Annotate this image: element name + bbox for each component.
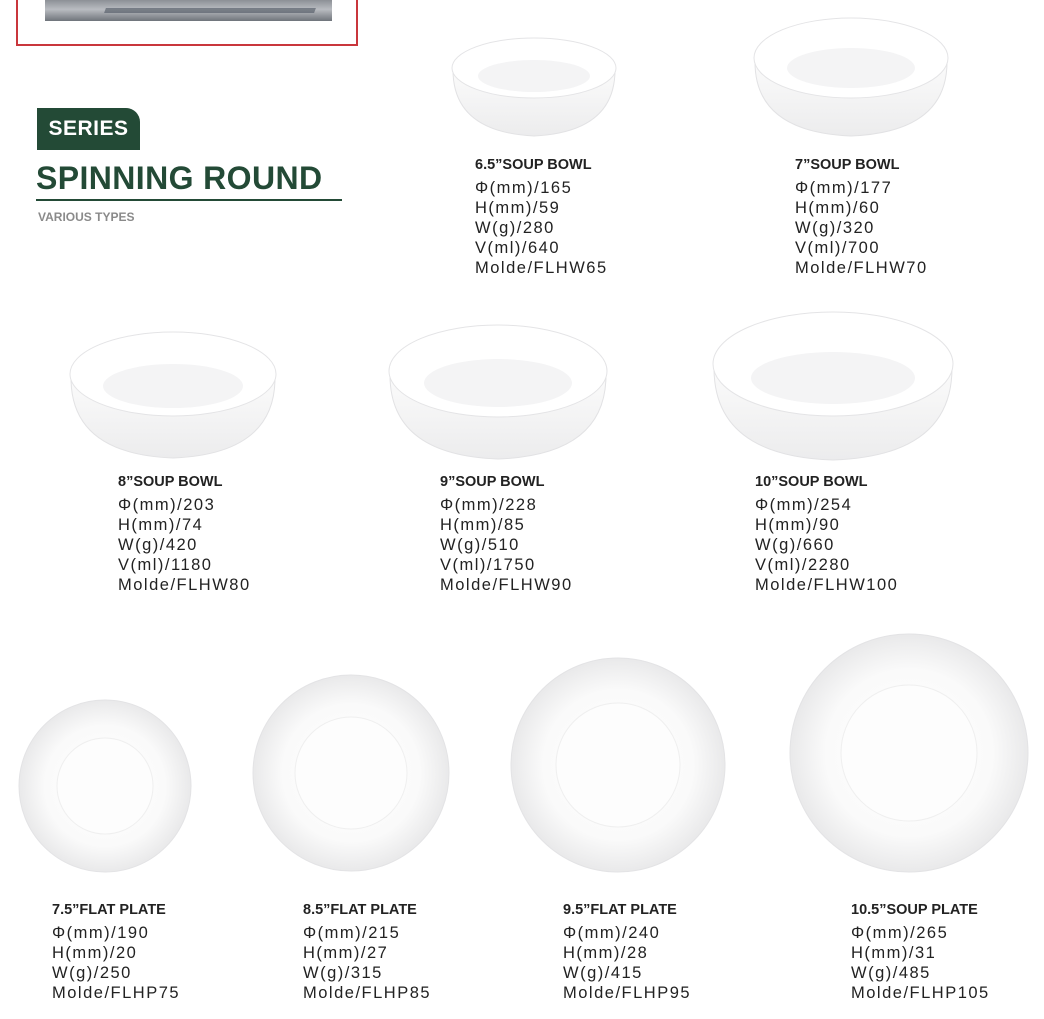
product-height: H(mm)/74: [118, 516, 204, 534]
product-spec: [52, 900, 180, 1003]
series-badge: SERIES: [37, 108, 140, 150]
series-subtitle: VARIOUS TYPES: [38, 210, 135, 224]
product-mold: Molde/FLHP75: [52, 984, 181, 1002]
product-spec: [755, 472, 898, 595]
product-mold: Molde/FLHP85: [303, 984, 432, 1002]
product-volume: V(ml)/640: [475, 239, 561, 257]
product-spec: [563, 900, 691, 1003]
product-mold: Molde/FLHW65: [475, 259, 608, 277]
product-spec: [303, 900, 431, 1003]
product-diameter: Φ(mm)/203: [118, 496, 216, 514]
product-name: 9.5”FLAT PLATE: [563, 902, 677, 918]
product-weight: W(g)/660: [755, 536, 835, 554]
product-volume: V(ml)/1750: [440, 556, 536, 574]
product-weight: W(g)/315: [303, 964, 383, 982]
product-weight: W(g)/320: [795, 219, 875, 237]
product-name: 10”SOUP BOWL: [755, 474, 868, 490]
product-mold: Molde/FLHP105: [851, 984, 990, 1002]
product-spec: [851, 900, 990, 1003]
product-weight: W(g)/415: [563, 964, 643, 982]
product-name: 9”SOUP BOWL: [440, 474, 545, 490]
flat-plate-image: [17, 698, 193, 874]
product-name: 10.5”SOUP PLATE: [851, 902, 978, 918]
product-diameter: Φ(mm)/228: [440, 496, 538, 514]
product-volume: V(ml)/1180: [118, 556, 213, 574]
soup-bowl-image: [710, 302, 956, 462]
product-height: H(mm)/90: [755, 516, 841, 534]
product-height: H(mm)/59: [475, 199, 561, 217]
product-volume: V(ml)/700: [795, 239, 881, 257]
product-height: H(mm)/31: [851, 944, 937, 962]
product-height: H(mm)/60: [795, 199, 881, 217]
product-diameter: Φ(mm)/165: [475, 179, 573, 197]
product-name: 7”SOUP BOWL: [795, 157, 900, 173]
product-diameter: Φ(mm)/265: [851, 924, 949, 942]
product-height: H(mm)/85: [440, 516, 526, 534]
product-photo: [45, 0, 332, 21]
product-name: 8”SOUP BOWL: [118, 474, 223, 490]
product-diameter: Φ(mm)/254: [755, 496, 853, 514]
product-spec: [475, 155, 608, 278]
product-height: H(mm)/27: [303, 944, 389, 962]
product-mold: Molde/FLHW80: [118, 576, 251, 594]
product-mold: Molde/FLHW70: [795, 259, 928, 277]
product-diameter: Φ(mm)/177: [795, 179, 893, 197]
soup-bowl-image: [386, 315, 610, 461]
flat-plate-image: [509, 656, 727, 874]
product-spec: [440, 472, 573, 595]
product-weight: W(g)/280: [475, 219, 555, 237]
product-height: H(mm)/28: [563, 944, 649, 962]
product-mold: Molde/FLHW90: [440, 576, 573, 594]
product-name: 8.5”FLAT PLATE: [303, 902, 417, 918]
product-weight: W(g)/485: [851, 964, 931, 982]
product-height: H(mm)/20: [52, 944, 138, 962]
product-weight: W(g)/510: [440, 536, 520, 554]
product-diameter: Φ(mm)/190: [52, 924, 150, 942]
product-weight: W(g)/250: [52, 964, 132, 982]
product-weight: W(g)/420: [118, 536, 198, 554]
product-mold: Molde/FLHP95: [563, 984, 692, 1002]
product-spec: [118, 472, 251, 595]
soup-bowl-image: [449, 28, 619, 138]
product-name: 6.5”SOUP BOWL: [475, 157, 592, 173]
soup-bowl-image: [67, 322, 279, 460]
soup-bowl-image: [751, 8, 951, 138]
soup-plate-image: [788, 632, 1030, 874]
product-volume: V(ml)/2280: [755, 556, 851, 574]
product-diameter: Φ(mm)/240: [563, 924, 661, 942]
product-name: 7.5”FLAT PLATE: [52, 902, 166, 918]
product-mold: Molde/FLHW100: [755, 576, 899, 594]
product-diameter: Φ(mm)/215: [303, 924, 401, 942]
flat-plate-image: [251, 673, 451, 873]
product-spec: [795, 155, 928, 278]
series-title: SPINNING ROUND: [36, 160, 342, 201]
